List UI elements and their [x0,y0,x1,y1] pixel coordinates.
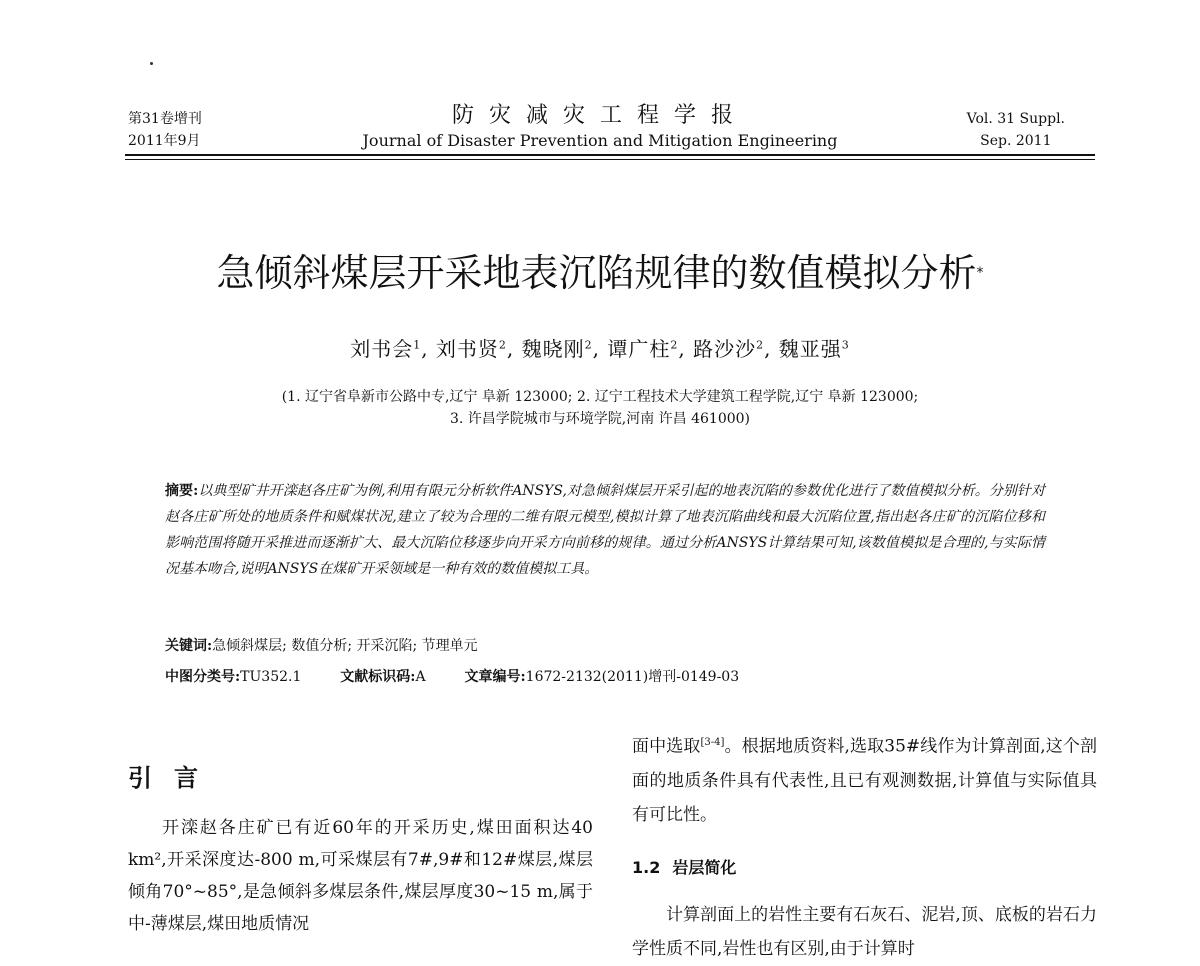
title-footnote-mark: * [976,265,984,281]
doc-code-label: 文献标识码: [340,669,416,685]
section-title: 岩层简化 [672,857,737,877]
header-rule-thin [125,159,1095,160]
author: 魏晓刚$^2$ [521,336,593,361]
header-journal [300,102,900,152]
section-number: 1.2 [632,857,661,877]
journal-title-en: Journal of Disaster Prevention and Mitigation Engineering [362,131,838,150]
right-paragraph: 面中选取[3-4]。根据地质资料,选取35#线作为计算剖面,这个剖面的地质条件具有代表性,且已有观测数据,计算值与实际值具有可比性。 [632,736,1098,825]
classification-line [165,666,1045,688]
abstract-label: 摘要: [165,483,199,499]
author-list: 刘书会$^1$, 刘书贤$^2$, 魏晓刚$^2$, 谭广柱$^2$, 路沙沙$^2$, 魏亚强$^3$ [350,336,850,361]
author: 谭广柱$^2$ [607,336,679,361]
header-volume-cn: 第31卷增刊 [128,111,202,127]
intro-heading: 引言 [128,764,220,792]
header-date-cn: 2011年9月 [128,133,201,149]
header-rule-thick [125,154,1095,156]
keywords [165,635,1045,657]
header-vol-en: Vol. 31 Suppl. [966,111,1065,127]
header-volume [128,108,202,152]
affiliation-line: (1. 辽宁省阜新市公路中专,辽宁 阜新 123000; 2. 辽宁工程技术大学建筑工程学院,辽宁 阜新 123000; [281,389,919,405]
clc-label: 中图分类号: [165,669,241,685]
journal-title-cn: 防灾减灾工程学报 [451,103,748,128]
author: 路沙沙$^2$ [693,336,765,361]
keywords-text: 急倾斜煤层; 数值分析; 开采沉陷; 节理单元 [212,638,478,654]
article-title [0,248,1200,298]
article-number-value: 1672-2132(2011)增刊-0149-03 [525,669,740,685]
header-date-en: Sep. 2011 [980,133,1052,149]
abstract-text: 以典型矿井开滦赵各庄矿为例,利用有限元分析软件ANSYS,对急倾斜煤层开采引起的地表沉陷的参数优化进行了数值模拟分析。分别针对赵各庄矿所处的地质条件和赋煤状况,建立了较为合理的二维有限元模型,模拟计算了地表沉陷曲线和最大沉陷位置,指出赵各庄矿的沉陷位移和影响范围将随开采推进而逐渐扩大、最大沉陷位移逐步向开采方向前移的规律。通过分析ANSYS计算结果可知,该数值模拟是合理的,与实际情况基本吻合,说明ANSYS在煤矿开采领域是一种有效的数值模拟工具。 [165,483,1045,577]
author: 刘书贤$^2$ [435,336,507,361]
article-title-text: 急倾斜煤层开采地表沉陷规律的数值模拟分析 [216,251,977,295]
author: 魏亚强$^3$ [778,336,850,361]
keywords-label: 关键词: [165,638,213,654]
abstract [165,478,1045,582]
author: 刘书会$^1$ [350,336,422,361]
citation-ref: [3-4] [700,737,725,748]
affiliations [0,386,1200,430]
clc-value: TU352.1 [240,669,302,685]
intro-paragraph: 开滦赵各庄矿已有近60年的开采历史,煤田面积达40 km²,开采深度达-800 m,可采煤层有7#,9#和12#煤层,煤层倾角70°~85°,是急倾斜多煤层条件,煤层厚度30~15 m,属于中-薄煤层,煤田地质情况 [128,818,593,934]
section-heading [632,856,1097,880]
article-number-label: 文章编号: [464,669,526,685]
body-left-column [128,758,593,940]
body-right-column [632,726,1097,966]
affiliation-line: 3. 许昌学院城市与环境学院,河南 许昌 461000) [449,411,751,427]
header-volume-en [967,108,1065,152]
scan-speck [150,62,153,65]
doc-code-value: A [415,669,426,685]
right-paragraph: 计算剖面上的岩性主要有石灰石、泥岩,顶、底板的岩石力学性质不同,岩性也有区别,由于计算时 [632,904,1097,959]
